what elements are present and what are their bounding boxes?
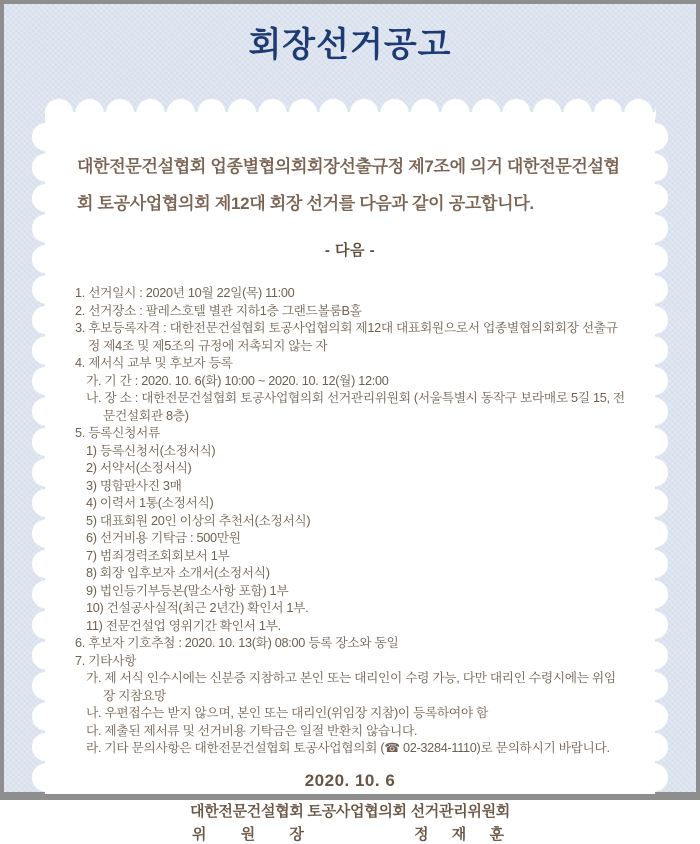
- signer-name: 정 재 훈: [414, 825, 504, 843]
- list-item: 8) 회장 입후보자 소개서(소정서식): [86, 566, 270, 580]
- list-item: 라. 기타 문의사항은 대한전문건설협회 토공사업협의회 (☎ 02-3284-1110)로 문의하시기 바랍니다.: [86, 741, 610, 755]
- list-item: 4) 이력서 1통(소정서식): [86, 496, 214, 510]
- list-item: 5. 등록신청서류: [75, 426, 160, 440]
- notice-list: [75, 285, 625, 758]
- list-item: 5) 대표회원 20인 이상의 추천서(소정서식): [86, 513, 311, 528]
- list-item: 11) 전문건설업 영위기간 확인서 1부.: [86, 618, 281, 633]
- list-item: 7) 범죄경력조회회보서 1부: [86, 548, 230, 563]
- signature-block: [190, 800, 510, 844]
- notice-paper: [45, 112, 655, 843]
- list-item: 9) 법인등기부등본(말소사항 포함) 1부: [86, 583, 289, 598]
- list-item: 7. 기타사항: [75, 653, 137, 668]
- list-item: 4. 제서식 교부 및 후보자 등록: [75, 356, 233, 370]
- list-item: 6. 후보자 기호추첨 : 2020. 10. 13(화) 08:00 등록 장소와 동일: [75, 636, 399, 650]
- list-item: 가. 기 간 : 2020. 10. 6(화) 10:00 ~ 2020. 10. 12(월) 12:00: [86, 373, 389, 388]
- list-item: 1) 등록신청서(소정서식): [86, 443, 216, 458]
- list-item: 1. 선거일시 : 2020년 10월 22일(목) 11:00: [75, 286, 295, 300]
- list-item: 나. 우편접수는 받지 않으며, 본인 또는 대리인(위임장 지참)이 등록하여야 함: [86, 706, 489, 720]
- list-item: 2) 서약서(소정서식): [86, 461, 192, 475]
- list-item: 6) 선거비용 기탁금 : 500만원: [86, 531, 241, 545]
- list-item: 10) 건설공사실적(최근 2년간) 확인서 1부.: [86, 601, 309, 615]
- list-item: 2. 선거장소 : 팔레스호텔 별관 지하1층 그랜드볼룸B홀: [75, 303, 362, 318]
- paper-scallop-right-edge: [640, 122, 668, 794]
- list-item: 다. 제출된 제서류 및 선거비용 기탁금은 일절 반환치 않습니다.: [86, 723, 418, 738]
- list-item: 가. 제 서식 인수시에는 신분증 지참하고 본인 또는 대리인이 수령 가능, 다만 대리인 수령시에는 위임장 지참요망: [86, 671, 616, 703]
- organization-name: 대한전문건설협회 토공사업협의회 선거관리위원회: [190, 802, 510, 820]
- paper-scallop-top-edge: [44, 98, 656, 127]
- list-item: 나. 장 소 : 대한전문건설협회 토공사업협의회 선거관리위원회 (서울특별시 동작구 보라매로 5길 15, 전문건설회관 8층): [86, 391, 625, 423]
- notice-footer: [75, 771, 625, 844]
- list-item: 3. 후보등록자격 : 대한전문건설협회 토공사업협의회 제12대 대표회원으로서 업종별협의회회장 선출규정 제4조 및 제5조의 규정에 저촉되지 않는 자: [75, 321, 618, 353]
- notice-divider: - 다음 -: [324, 242, 376, 259]
- list-item: 3) 명함판사진 3매: [86, 478, 182, 493]
- notice-date: 2020. 10. 6: [304, 770, 396, 790]
- paper-scallop-left-edge: [32, 122, 60, 794]
- page-title: 회장선거공고: [248, 27, 452, 64]
- signer-title: 위 원 장: [192, 825, 304, 843]
- notice-intro: 대한전문건설협회 업종별협의회회장선출규정 제7조에 의거 대한전문건설협회 토공사업협의회 제12대 회장 선거를 다음과 같이 공고합니다.: [77, 157, 620, 213]
- signature-row: [190, 823, 510, 844]
